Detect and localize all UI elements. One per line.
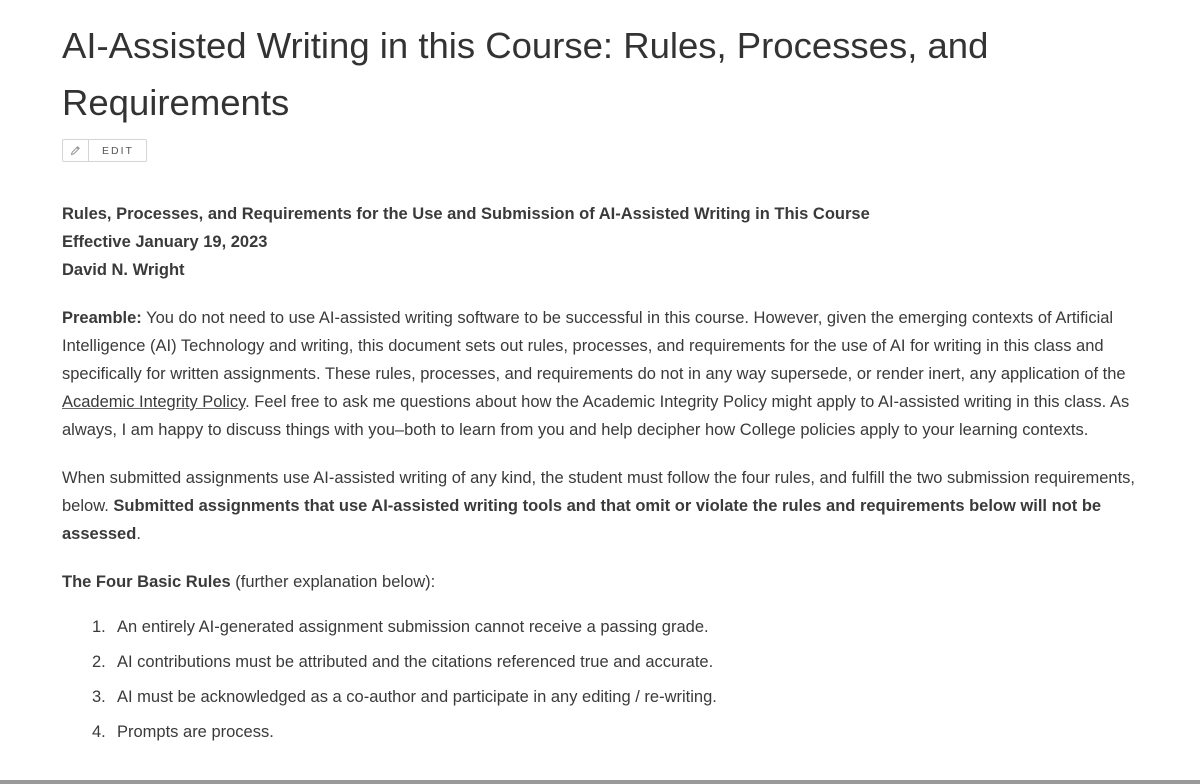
document-author: David N. Wright: [62, 261, 185, 279]
rule-item: [92, 680, 1152, 715]
preamble-text-end: . Feel free to ask me questions about how the Academic Integrity Policy might apply to AI-assisted writing in this class. As always, I am happy to discuss things with you–both to learn from you and help decipher how College policies apply to your learning contexts.: [62, 393, 1130, 439]
submission-warning: Submitted assignments that use AI-assisted writing tools and that omit or violate the rules and requirements below will not be assessed: [62, 497, 1102, 543]
page-title: AI-Assisted Writing in this Course: Rules, Processes, and Requirements: [62, 25, 989, 123]
submission-text: When submitted assignments use AI-assisted writing of any kind, the student must follow the four rules, and fulfill the two submission requirements, below.: [62, 469, 1136, 515]
document-effective-date: Effective January 19, 2023: [62, 233, 268, 251]
preamble-label: Preamble:: [62, 309, 142, 327]
rules-heading-rest: (further explanation below):: [230, 573, 436, 591]
edit-button[interactable]: [62, 139, 147, 162]
window-bottom-edge: [0, 780, 1200, 784]
rules-heading: [62, 568, 1152, 596]
rule-text: An entirely AI-generated assignment submission cannot receive a passing grade.: [117, 618, 709, 636]
rule-text: AI must be acknowledged as a co-author and participate in any editing / re-writing.: [117, 688, 717, 706]
document-header-title: Rules, Processes, and Requirements for the Use and Submission of AI-Assisted Writing in This Course: [62, 205, 870, 223]
pencil-icon: [63, 140, 89, 161]
page-container: [62, 0, 1152, 741]
edit-button-label: EDIT: [102, 144, 134, 157]
rule-number: 1.: [92, 618, 106, 636]
academic-integrity-policy-link[interactable]: Academic Integrity Policy: [62, 393, 246, 411]
rule-number: 3.: [92, 688, 106, 706]
preamble-text: You do not need to use AI-assisted writing software to be successful in this course. However, given the emerging contexts of Artificial Intelligence (AI) Technology and writing, this document sets out rules, processes, and requirements for the use of AI for writing in this class and specifically for written assignments. These rules, processes, and requirements do not in any way supersede, or render inert, any application of the: [62, 309, 1126, 383]
submission-paragraph: [62, 464, 1152, 548]
rule-text: AI contributions must be attributed and the citations referenced true and accurate.: [117, 653, 714, 671]
rule-number: 4.: [92, 723, 106, 741]
preamble-paragraph: [62, 304, 1152, 444]
rule-number: 2.: [92, 653, 106, 671]
document-body: [62, 200, 1152, 750]
document-header: [62, 200, 1152, 284]
rule-text: Prompts are process.: [117, 723, 274, 741]
rules-list: [62, 610, 1152, 750]
rules-heading-bold: The Four Basic Rules: [62, 573, 231, 591]
rule-item: [92, 645, 1152, 680]
rule-item: [92, 610, 1152, 645]
submission-end: .: [136, 525, 141, 543]
rule-item: [92, 715, 1152, 750]
